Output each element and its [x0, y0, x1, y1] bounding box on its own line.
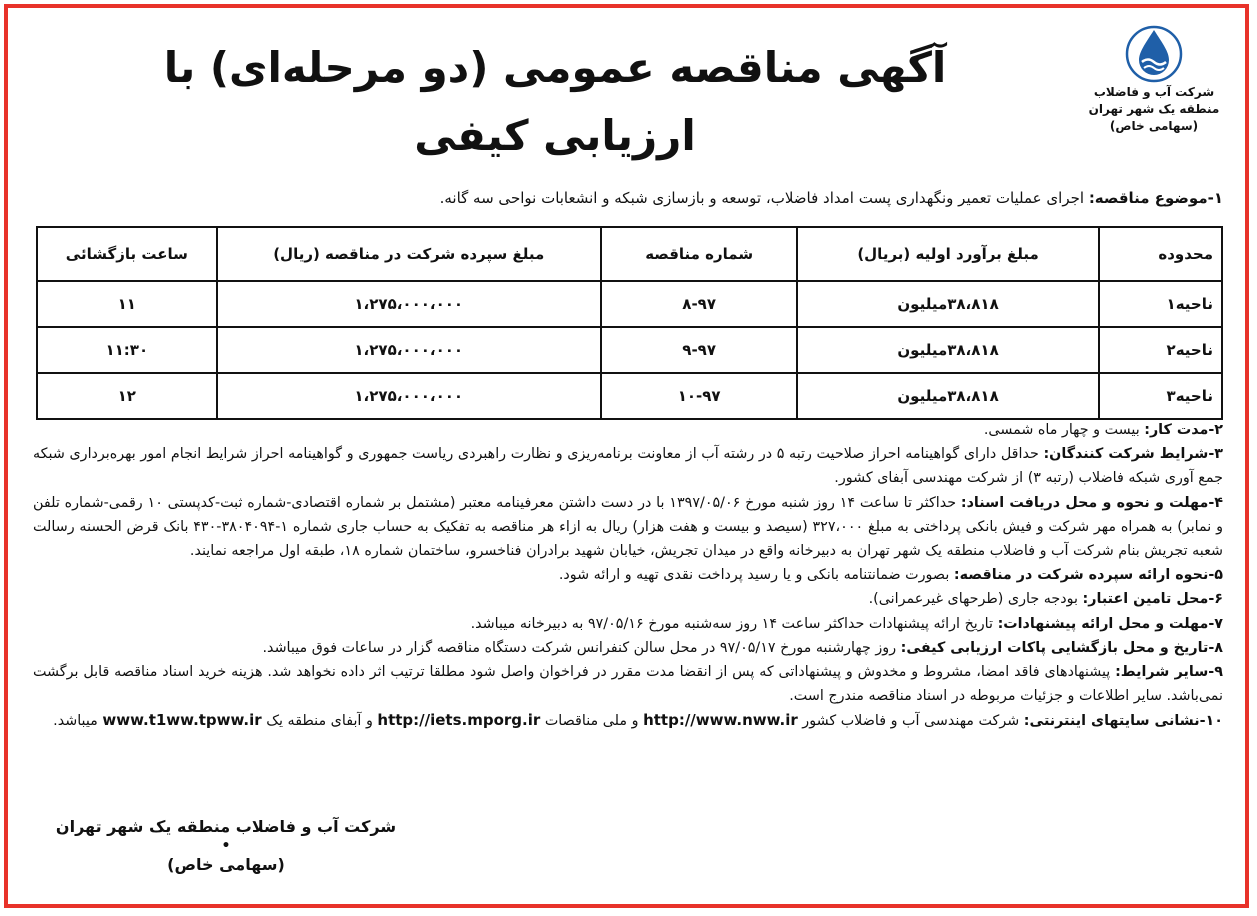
- cell-region: ناحیه۱: [1099, 281, 1222, 327]
- cell-tender-number: ۸-۹۷: [601, 281, 798, 327]
- water-drop-logo-icon: [1115, 20, 1193, 84]
- subject-text: اجرای عملیات تعمیر ونگهداری پست امداد فاضلاب، توسعه و بازسازی شبکه و انشعابات نواحی سه گانه.: [439, 189, 1089, 207]
- cell-deposit: ۱،۲۷۵،۰۰۰،۰۰۰: [217, 281, 601, 327]
- cell-tender-number: ۹-۹۷: [601, 327, 798, 373]
- signature-dot: •: [221, 838, 231, 854]
- table-row: [37, 281, 1222, 327]
- section-7-text: تاریخ ارائه پیشنهادات حداکثر ساعت ۱۴ روز سه‌شنبه مورخ ۹۷/۰۵/۱۶ به دبیرخانه میباشد.: [470, 615, 998, 632]
- section-6-label: ۶-محل تامین اعتبار:: [1082, 591, 1223, 608]
- header-deposit: مبلغ سپرده شرکت در مناقصه (ریال): [217, 227, 601, 281]
- section-10-label: ۱۰-نشانی سایتهای اینترنتی:: [1023, 713, 1223, 730]
- section-10-text-d: میباشد.: [53, 713, 103, 730]
- notice-body: [33, 418, 1223, 734]
- section-10-text-a: شرکت مهندسی آب و فاضلاب کشور: [797, 713, 1024, 730]
- notice-content: [18, 16, 1235, 896]
- notice-frame: [4, 4, 1249, 908]
- signature-block: [46, 814, 406, 878]
- section-5-text: بصورت ضمانتنامه بانکی و یا رسید پرداخت نقدی تهیه و ارائه شود.: [558, 567, 954, 584]
- section-4-label: ۴-مهلت و نحوه و محل دریافت اسناد:: [960, 494, 1223, 511]
- link-iets[interactable]: http://iets.mporg.ir: [377, 711, 541, 730]
- cell-deposit: ۱،۲۷۵،۰۰۰،۰۰۰: [217, 327, 601, 373]
- cell-estimate: ۳۸،۸۱۸میلیون: [797, 373, 1098, 419]
- section-3: [33, 442, 1223, 490]
- section-7: [33, 612, 1223, 636]
- notice-title: آگهی مناقصه عمومی (دو مرحله‌ای) با ارزیابی کیفی: [163, 43, 947, 160]
- header-estimate: مبلغ برآورد اولیه (بریال): [797, 227, 1098, 281]
- section-8-text: روز چهارشنبه مورخ ۹۷/۰۵/۱۷ در محل سالن کنفرانس شرکت دستگاه مناقصه گزار در ساعات فوق میباشد.: [262, 639, 901, 656]
- cell-estimate: ۳۸،۸۱۸میلیون: [797, 281, 1098, 327]
- section-4: [33, 491, 1223, 564]
- section-9-text: پیشنهادهای فاقد امضا، مشروط و مخدوش و پیشنهاداتی که پس از انقضا مدت مقرر در فراخوان واصل شود مطلقا ترتیب اثر داده نخواهد شد. هزینه خرید اسناد مناقصه قابل برگشت نمی‌باشد. سایر اطلاعات و جزئیات مربوطه در اسناد مناقصه مندرج است.: [33, 664, 1223, 705]
- cell-opening-hour: ۱۱: [37, 281, 217, 327]
- section-10-text-b: و ملی مناقصات: [540, 713, 644, 730]
- section-10-text-c: و آبفای منطقه یک: [261, 713, 378, 730]
- section-2: [33, 418, 1223, 442]
- cell-deposit: ۱،۲۷۵،۰۰۰،۰۰۰: [217, 373, 601, 419]
- header-opening-hour: ساعت بازگشائی: [37, 227, 217, 281]
- tender-table: [36, 226, 1223, 420]
- section-4-text: حداکثر تا ساعت ۱۴ روز شنبه مورخ ۱۳۹۷/۰۵/۰۶ با در دست داشتن معرفینامه معتبر (مشتمل بر شماره اقتصادی-شماره ثبت-کدپستی ۱۰ رقمی-شماره تلفن و نمابر) به همراه مهر شرکت و فیش بانکی پرداختی به مبلغ ۳۲۷،۰۰۰ (سیصد و بیست و هفت هزار) ریال به ازاء هر مناقصه به تفکیک به حساب جاری شماره ۱-۳۸۰۴۰۹۴-۴۳۰ بانک قرض الحسنه رسالت شعبه تجریش بنام شرکت آب و فاضلاب منطقه یک شهر تهران به دبیرخانه واقع در میدان تجریش، خیابان شهید برادران فناخسرو، ساختمان شماره ۱۸، طبقه اول مراجعه نمایند.: [33, 494, 1223, 560]
- cell-opening-hour: ۱۱:۳۰: [37, 327, 217, 373]
- company-name-line2: منطقه یک شهر تهران: [1088, 102, 1220, 116]
- section-3-label: ۳-شرایط شرکت کنندگان:: [1043, 446, 1223, 463]
- subject-label: ۱-موضوع مناقصه:: [1088, 189, 1223, 207]
- section-7-label: ۷-مهلت و محل ارائه پیشنهادات:: [997, 615, 1223, 632]
- section-3-text: حداقل دارای گواهینامه احراز صلاحیت رتبه ۵ در رشته آب از معاونت برنامه‌ریزی و نظارت راهبردی ریاست جمهوری و گواهینامه احراز شرایط انجام امور بهره‌برداری شبکه جمع آوری شبکه فاضلاب (رتبه ۳) از شرکت مهندسی آبفای کشور.: [33, 446, 1223, 487]
- header-tender-number: شماره مناقصه: [601, 227, 798, 281]
- table-header-row: [37, 227, 1222, 281]
- section-9-label: ۹-سایر شرایط:: [1115, 664, 1223, 681]
- section-6-text: بودجه جاری (طرحهای غیرعمرانی).: [868, 591, 1083, 608]
- company-logo-block: [1079, 20, 1229, 135]
- section-5-label: ۵-نحوه ارائه سپرده شرکت در مناقصه:: [953, 567, 1223, 584]
- subject-line: [23, 186, 1223, 210]
- company-name-line1: شرکت آب و فاضلاب: [1093, 85, 1215, 99]
- section-8-label: ۸-تاریخ و محل بازگشایی پاکات ارزیابی کیفی:: [900, 639, 1223, 656]
- signature-type: (سهامی خاص): [167, 855, 285, 874]
- section-2-label: ۲-مدت کار:: [1144, 422, 1223, 438]
- section-10: [33, 708, 1223, 733]
- table-row: [37, 373, 1222, 419]
- signature-company: شرکت آب و فاضلاب منطقه یک شهر تهران: [55, 817, 397, 836]
- table-row: [37, 327, 1222, 373]
- cell-region: ناحیه۲: [1099, 327, 1222, 373]
- company-name-line3: (سهامی خاص): [1109, 119, 1199, 133]
- section-6: [33, 587, 1223, 611]
- cell-estimate: ۳۸،۸۱۸میلیون: [797, 327, 1098, 373]
- section-8: [33, 636, 1223, 660]
- section-5: [33, 563, 1223, 587]
- section-2-text: بیست و چهار ماه شمسی.: [983, 422, 1145, 438]
- cell-tender-number: ۱۰-۹۷: [601, 373, 798, 419]
- link-nww[interactable]: http://www.nww.ir: [643, 711, 798, 730]
- cell-region: ناحیه۳: [1099, 373, 1222, 419]
- header-region: محدوده: [1099, 227, 1222, 281]
- section-9: [33, 660, 1223, 708]
- cell-opening-hour: ۱۲: [37, 373, 217, 419]
- link-t1ww[interactable]: www.t1ww.tpww.ir: [102, 711, 262, 730]
